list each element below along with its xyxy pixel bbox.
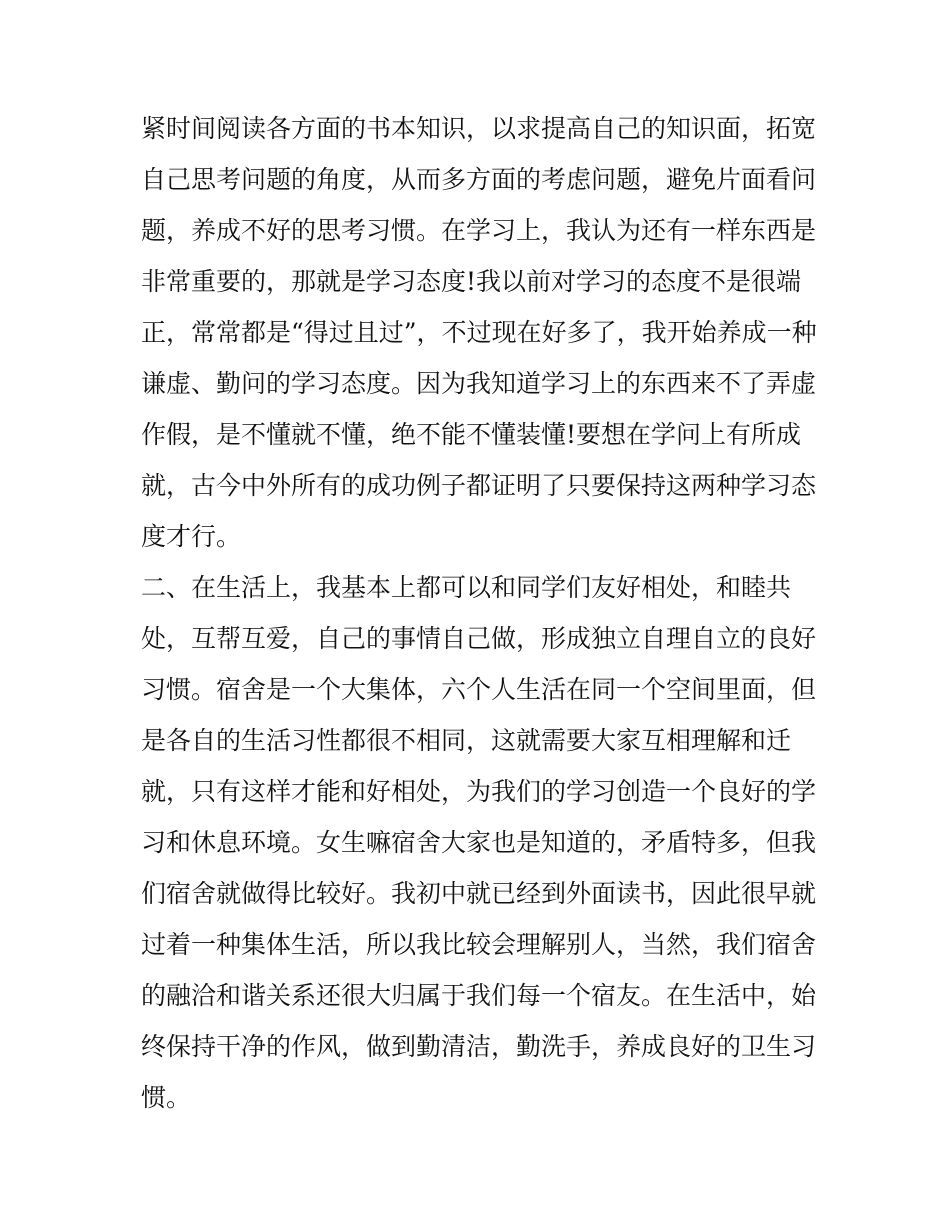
text-line: 惯。	[141, 1083, 192, 1112]
text-line: 终保持干净的作风，做到勤清洁，勤洗手，养成良好的卫生习	[141, 1032, 817, 1061]
body-text	[141, 103, 821, 1123]
text-line: 自己思考问题的角度，从而多方面的考虑问题，避免片面看问	[141, 165, 817, 194]
text-line: 度才行。	[141, 522, 242, 551]
text-line: 习惯。宿舍是一个大集体，六个人生活在同一个空间里面，但	[141, 675, 817, 704]
section-heading-line: 二、在生活上，我基本上都可以和同学们友好相处，和睦共	[141, 573, 792, 602]
text-line: 谦虚、勤问的学习态度。因为我知道学习上的东西来不了弄虚	[141, 369, 817, 398]
text-line: 过着一种集体生活，所以我比较会理解别人，当然，我们宿舍	[141, 930, 817, 959]
text-line: 非常重要的，那就是学习态度!我以前对学习的态度不是很端	[141, 267, 802, 296]
text-line: 是各自的生活习性都很不相同，这就需要大家互相理解和迁	[141, 726, 792, 755]
text-line: 就，只有这样才能和好相处，为我们的学习创造一个良好的学	[141, 777, 817, 806]
text-line: 作假，是不懂就不懂，绝不能不懂装懂!要想在学问上有所成	[141, 420, 802, 449]
text-line: 们宿舍就做得比较好。我初中就已经到外面读书，因此很早就	[141, 879, 817, 908]
text-line: 题，养成不好的思考习惯。在学习上，我认为还有一样东西是	[141, 216, 817, 245]
text-line: 处，互帮互爱，自己的事情自己做，形成独立自理自立的良好	[141, 624, 817, 653]
text-line: 习和休息环境。女生嘛宿舍大家也是知道的，矛盾特多，但我	[141, 828, 817, 857]
text-line: 的融洽和谐关系还很大归属于我们每一个宿友。在生活中，始	[141, 981, 817, 1010]
text-line: 就，古今中外所有的成功例子都证明了只要保持这两种学习态	[141, 471, 817, 500]
text-line: 紧时间阅读各方面的书本知识，以求提高自己的知识面，拓宽	[141, 114, 817, 143]
text-line: 正，常常都是“得过且过”，不过现在好多了，我开始养成一种	[141, 318, 817, 347]
